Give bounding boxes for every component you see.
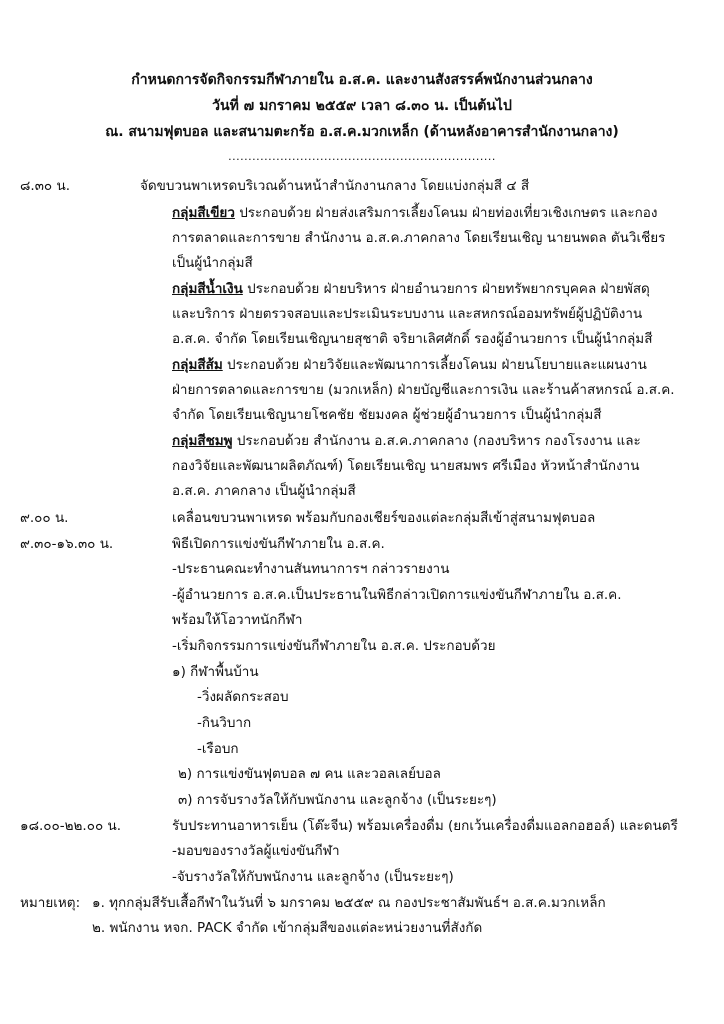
item-folk-games: ๑) กีฬาพื้นบ้าน [172, 664, 259, 680]
green-group-line-1 [172, 207, 657, 221]
pink-group-label: กลุ่มสีชมพู [172, 433, 233, 449]
note-label: หมายเหตุ: [20, 895, 81, 911]
orange-group-text: ประกอบด้วย ฝ่ายวิจัยและพัฒนาการเลี้ยงโคนม ฝ่ายนโยบายและแผนงาน [222, 357, 647, 373]
title-separator: ................................................................... [228, 150, 496, 163]
item-football-volleyball: ๒) การแข่งขันฟุตบอล ๗ คน และวอลเลย์บอล [178, 766, 441, 782]
green-group-line-3: เป็นผู้นำกลุ่มสี [172, 255, 253, 271]
pink-group-line-3: อ.ส.ค. ภาคกลาง เป็นผู้นำกลุ่มสี [172, 483, 356, 499]
prize-draw-evening: -จับรางวัลให้กับพนักงาน และลูกจ้าง (เป็นระยะๆ) [172, 869, 454, 885]
orange-group-label: กลุ่มสีส้ม [172, 357, 223, 373]
item-sack-relay: -วิ่งผลัดกระสอบ [197, 689, 289, 705]
note-1: ๑. ทุกกลุ่มสีรับเสื้อกีฬาในวันที่ ๖ มกราคม ๒๕๕๙ ณ กองประชาสัมพันธ์ฯ อ.ส.ค.มวกเหล็ก [92, 895, 606, 911]
orange-group-line-2: ฝ่ายการตลาดและการขาย (มวกเหล็ก) ฝ่ายบัญชีและการเงิน และร้านค้าสหกรณ์ อ.ส.ค. [172, 382, 675, 398]
blue-group-line-2: และบริการ ฝ่ายตรวจสอบและประเมินระบบงาน และสหกรณ์ออมทรัพย์ผู้ปฏิบัติงาน [172, 306, 643, 322]
dinner: รับประทานอาหารเย็น (โต๊ะจีน) พร้อมเครื่องดื่ม (ยกเว้นเครื่องดื่มแอลกอฮอล์) และดนตรี [172, 818, 678, 834]
director-opening: -ผู้อำนวยการ อ.ส.ค.เป็นประธานในพิธีกล่าวเปิดการแข่งขันกีฬาภายใน อ.ส.ค. [172, 587, 622, 603]
time-1800-2200: ๑๘.๐๐-๒๒.๐๐ น. [20, 818, 122, 834]
director-advice: พร้อมให้โอวาทนักกีฬา [172, 612, 303, 628]
time-0830: ๘.๓๐ น. [20, 178, 70, 194]
green-group-text: ประกอบด้วย ฝ่ายส่งเสริมการเลี้ยงโคนม ฝ่ายท่องเที่ยวเชิงเกษตร และกอง [234, 205, 658, 221]
opening-ceremony: พิธีเปิดการแข่งขันกีฬาภายใน อ.ส.ค. [172, 536, 385, 552]
item-land-boat: -เรือบก [197, 741, 239, 757]
parade-intro: จัดขบวนพาเหรดบริเวณด้านหน้าสำนักงานกลาง โดยแบ่งกลุ่มสี ๔ สี [140, 178, 530, 194]
item-prize-draw: ๓) การจับรางวัลให้กับพนักงาน และลูกจ้าง (เป็นระยะๆ) [178, 792, 497, 808]
parade-move: เคลื่อนขบวนพาเหรด พร้อมกับกองเชียร์ของแต่ละกลุ่มสีเข้าสู่สนามฟุตบอล [172, 510, 596, 526]
title-line-1: กำหนดการจัดกิจกรรมกีฬาภายใน อ.ส.ค. และงานสังสรรค์พนักงานส่วนกลาง [131, 72, 593, 88]
games-start: -เริ่มกิจกรรมการแข่งขันกีฬาภายใน อ.ส.ค. ประกอบด้วย [172, 638, 496, 654]
award-prizes: -มอบของรางวัลผู้แข่งขันกีฬา [172, 843, 340, 859]
chair-report: -ประธานคณะทำงานสันทนาการฯ กล่าวรายงาน [172, 561, 450, 577]
time-0930-1630: ๙.๓๐-๑๖.๓๐ น. [20, 536, 114, 552]
blue-group-line-1 [172, 283, 650, 297]
orange-group-line-1 [172, 359, 647, 373]
note-2: ๒. พนักงาน หจก. PACK จำกัด เข้ากลุ่มสีของแต่ละหน่วยงานที่สังกัด [92, 920, 483, 936]
title-line-2: วันที่ ๗ มกราคม ๒๕๕๙ เวลา ๘.๓๐ น. เป็นต้นไป [212, 98, 512, 114]
item-obstacle-eating: -กินวิบาก [197, 715, 252, 731]
time-0900: ๙.๐๐ น. [20, 510, 69, 526]
orange-group-line-3: จำกัด โดยเรียนเชิญนายโชคชัย ชัยมงคล ผู้ช่วยผู้อำนวยการ เป็นผู้นำกลุ่มสี [172, 407, 602, 423]
green-group-label: กลุ่มสีเขียว [172, 205, 235, 221]
blue-group-label: กลุ่มสีน้ำเงิน [172, 281, 243, 297]
green-group-line-2: การตลาดและการขาย สำนักงาน อ.ส.ค.ภาคกลาง โดยเรียนเชิญ นายนพดล ตันวิเชียร [172, 230, 666, 246]
blue-group-text: ประกอบด้วย ฝ่ายบริหาร ฝ่ายอำนวยการ ฝ่ายทรัพยากรบุคคล ฝ่ายพัสดุ [242, 281, 650, 297]
pink-group-text: ประกอบด้วย สำนักงาน อ.ส.ค.ภาคกลาง (กองบริหาร กองโรงงาน และ [232, 433, 641, 449]
pink-group-line-2: กองวิจัยและพัฒนาผลิตภัณฑ์) โดยเรียนเชิญ นายสมพร ศรีเมือง หัวหน้าสำนักงาน [172, 458, 640, 474]
title-line-3: ณ. สนามฟุตบอล และสนามตะกร้อ อ.ส.ค.มวกเหล็ก (ด้านหลังอาคารสำนักงานกลาง) [105, 124, 619, 140]
pink-group-line-1 [172, 435, 641, 449]
blue-group-line-3: อ.ส.ค. จำกัด โดยเรียนเชิญนายสุชาติ จริยาเลิศศักดิ์ รองผู้อำนวยการ เป็นผู้นำกลุ่มสี [172, 331, 653, 347]
